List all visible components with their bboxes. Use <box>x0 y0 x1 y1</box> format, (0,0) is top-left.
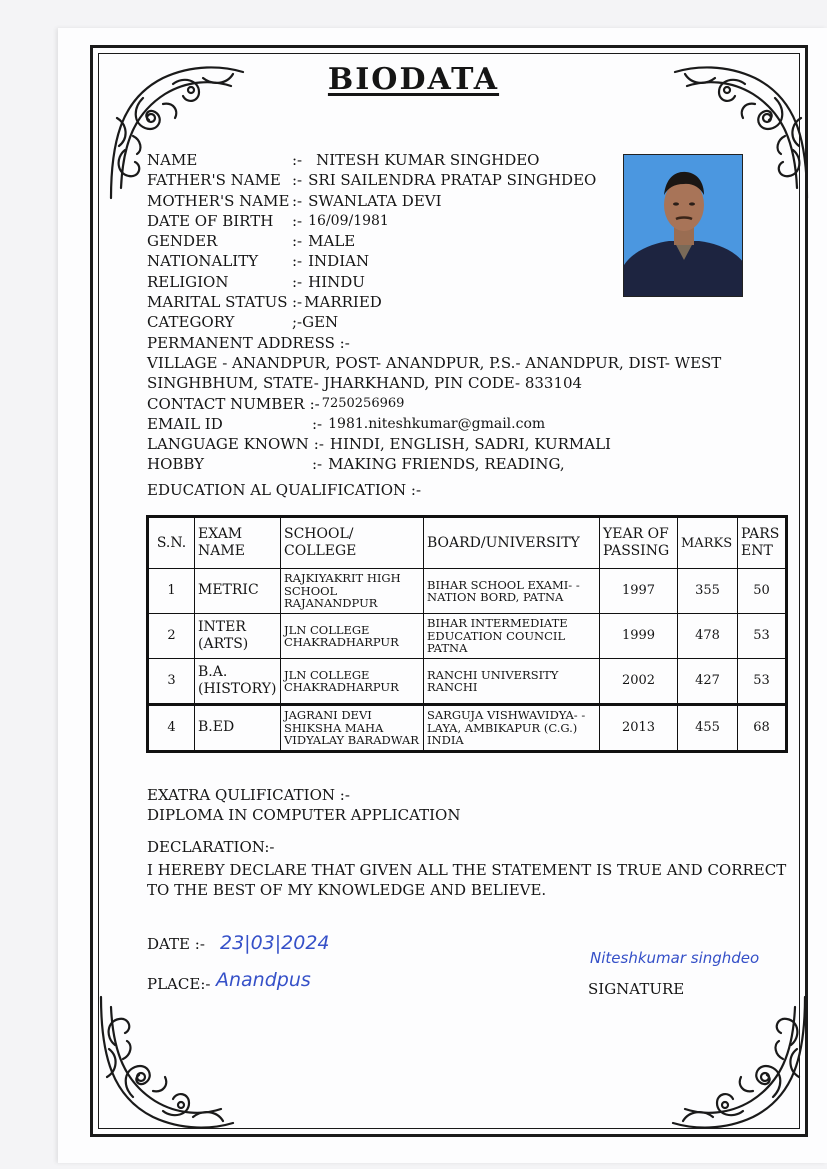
field-value: NITESH KUMAR SINGHDEO <box>316 151 540 169</box>
col-header: EXAM NAME <box>195 517 281 569</box>
father-name-row <box>147 170 721 190</box>
field-separator: :- <box>292 252 303 271</box>
field-separator: :- <box>313 435 324 454</box>
page-title: BIODATA <box>327 62 500 97</box>
address-label: PERMANENT ADDRESS :- <box>147 333 350 352</box>
field-label: CATEGORY <box>147 313 235 332</box>
cell-marks: 455 <box>678 705 738 752</box>
field-value: GEN <box>302 313 339 332</box>
cell-year: 2002 <box>600 659 678 705</box>
hobby-row <box>147 454 721 474</box>
nationality-row <box>147 251 721 271</box>
field-label: CONTACT NUMBER <box>147 394 305 413</box>
field-value: 16/09/1981 <box>308 212 389 229</box>
field-value: INDIAN <box>308 252 370 271</box>
field-value: MAKING FRIENDS, READING, <box>328 455 565 474</box>
cell-marks: 355 <box>678 569 738 614</box>
field-value: MARRIED <box>304 293 382 312</box>
cell-marks: 427 <box>678 659 738 705</box>
personal-details <box>147 150 721 475</box>
religion-row <box>147 272 721 292</box>
col-header: S.N. <box>148 517 195 569</box>
contact-row <box>147 394 721 414</box>
cell-percent: 53 <box>738 614 787 659</box>
field-value: MALE <box>308 232 356 251</box>
cell-year: 2013 <box>600 705 678 752</box>
address-line-2: SINGHBHUM, STATE- JHARKHAND, PIN CODE- 833104 <box>147 374 583 393</box>
email-row <box>147 414 721 434</box>
cell-board: BIHAR SCHOOL EXAMI- -NATION BORD, PATNA <box>424 569 600 614</box>
field-label: DATE OF BIRTH <box>147 211 274 230</box>
date-label: DATE :- <box>147 935 205 953</box>
cell-board: BIHAR INTERMEDIATE EDUCATION COUNCIL PATNA <box>424 614 600 659</box>
field-value: 1981.niteshkumar@gmail.com <box>328 415 546 432</box>
cell-percent: 68 <box>738 705 787 752</box>
cell-year: 1997 <box>600 569 678 614</box>
signature-label: SIGNATURE <box>588 980 685 998</box>
field-separator: :- <box>292 191 303 210</box>
field-separator: :- <box>292 151 303 169</box>
dob-row <box>147 211 721 231</box>
table-header-row <box>148 517 787 569</box>
field-separator: :- <box>292 171 303 190</box>
table-row <box>148 614 787 659</box>
field-separator: :- <box>309 394 320 413</box>
field-label: MARITAL STATUS <box>147 293 288 312</box>
field-label: HOBBY <box>147 455 205 474</box>
extra-qualification-title: EXATRA QULIFICATION :- <box>147 786 350 804</box>
cell-school: JLN COLLEGE CHAKRADHARPUR <box>281 614 424 659</box>
education-table <box>146 515 788 753</box>
field-label: NATIONALITY <box>147 252 259 271</box>
place-handwritten: Anandpus <box>216 969 311 991</box>
field-value: SRI SAILENDRA PRATAP SINGHDEO <box>308 171 597 190</box>
cell-sn: 1 <box>148 569 195 614</box>
field-separator: :- <box>292 293 303 312</box>
col-header: BOARD/UNIVERSITY <box>424 517 600 569</box>
category-row <box>147 312 721 332</box>
cell-exam: B.ED <box>195 705 281 752</box>
col-header: SCHOOL/ COLLEGE <box>281 517 424 569</box>
cell-exam: INTER (ARTS) <box>195 614 281 659</box>
cell-year: 1999 <box>600 614 678 659</box>
date-handwritten: 23|03|2024 <box>220 932 330 954</box>
corner-ornament-icon <box>663 987 813 1137</box>
cell-exam: METRIC <box>195 569 281 614</box>
col-header: PARS ENT <box>738 517 787 569</box>
address-line-1: VILLAGE - ANANDPUR, POST- ANANDPUR, P.S.- ANANDPUR, DIST- WEST <box>147 353 722 372</box>
extra-qualification-value: DIPLOMA IN COMPUTER APPLICATION <box>147 806 461 824</box>
declaration-title: DECLARATION:- <box>147 838 275 856</box>
field-label: GENDER <box>147 232 218 251</box>
field-label: LANGUAGE KNOWN <box>147 435 309 454</box>
cell-sn: 4 <box>148 705 195 752</box>
field-separator: :- <box>312 414 323 433</box>
cell-board: RANCHI UNIVERSITY RANCHI <box>424 659 600 705</box>
field-label: MOTHER'S NAME <box>147 191 290 210</box>
field-separator: :- <box>292 232 303 251</box>
field-value: HINDI, ENGLISH, SADRI, KURMALI <box>329 435 611 454</box>
education-title: EDUCATION AL QUALIFICATION :- <box>147 481 422 499</box>
col-header: MARKS <box>678 517 738 569</box>
field-label: NAME <box>147 151 198 169</box>
field-separator: ;- <box>292 313 303 332</box>
corner-ornament-icon <box>93 987 243 1137</box>
place-label: PLACE:- <box>147 975 211 993</box>
field-value: SWANLATA DEVI <box>308 191 442 210</box>
language-row <box>147 434 721 454</box>
field-value: 7250256969 <box>321 395 405 411</box>
table-row <box>148 569 787 614</box>
table-row <box>148 659 787 705</box>
field-separator: :- <box>312 455 323 474</box>
cell-school: JLN COLLEGE CHAKRADHARPUR <box>281 659 424 705</box>
cell-sn: 2 <box>148 614 195 659</box>
field-label: EMAIL ID <box>147 414 223 433</box>
field-separator: :- <box>292 272 303 291</box>
cell-percent: 50 <box>738 569 787 614</box>
signature-handwritten: Niteshkumar singhdeo <box>590 949 760 967</box>
cell-sn: 3 <box>148 659 195 705</box>
field-label: FATHER'S NAME <box>147 171 281 190</box>
cell-school: RAJKIYAKRIT HIGH SCHOOL RAJANANDPUR <box>281 569 424 614</box>
mother-name-row <box>147 191 721 211</box>
col-header: YEAR OF PASSING <box>600 517 678 569</box>
cell-exam: B.A. (HISTORY) <box>195 659 281 705</box>
field-separator: :- <box>292 211 303 230</box>
cell-marks: 478 <box>678 614 738 659</box>
cell-percent: 53 <box>738 659 787 705</box>
field-value: HINDU <box>308 272 365 291</box>
table-row <box>148 705 787 752</box>
marital-status-row <box>147 292 721 312</box>
cell-school: JAGRANI DEVI SHIKSHA MAHA VIDYALAY BARADWAR <box>281 705 424 752</box>
cell-board: SARGUJA VISHWAVIDYA- -LAYA, AMBIKAPUR (C.G.) INDIA <box>424 705 600 752</box>
field-label: RELIGION <box>147 272 229 291</box>
name-row <box>147 150 721 170</box>
gender-row <box>147 231 721 251</box>
declaration-text: I HEREBY DECLARE THAT GIVEN ALL THE STATEMENT IS TRUE AND CORRECT TO THE BEST OF MY KNOWLEDGE AND BELIEVE. <box>147 861 787 899</box>
